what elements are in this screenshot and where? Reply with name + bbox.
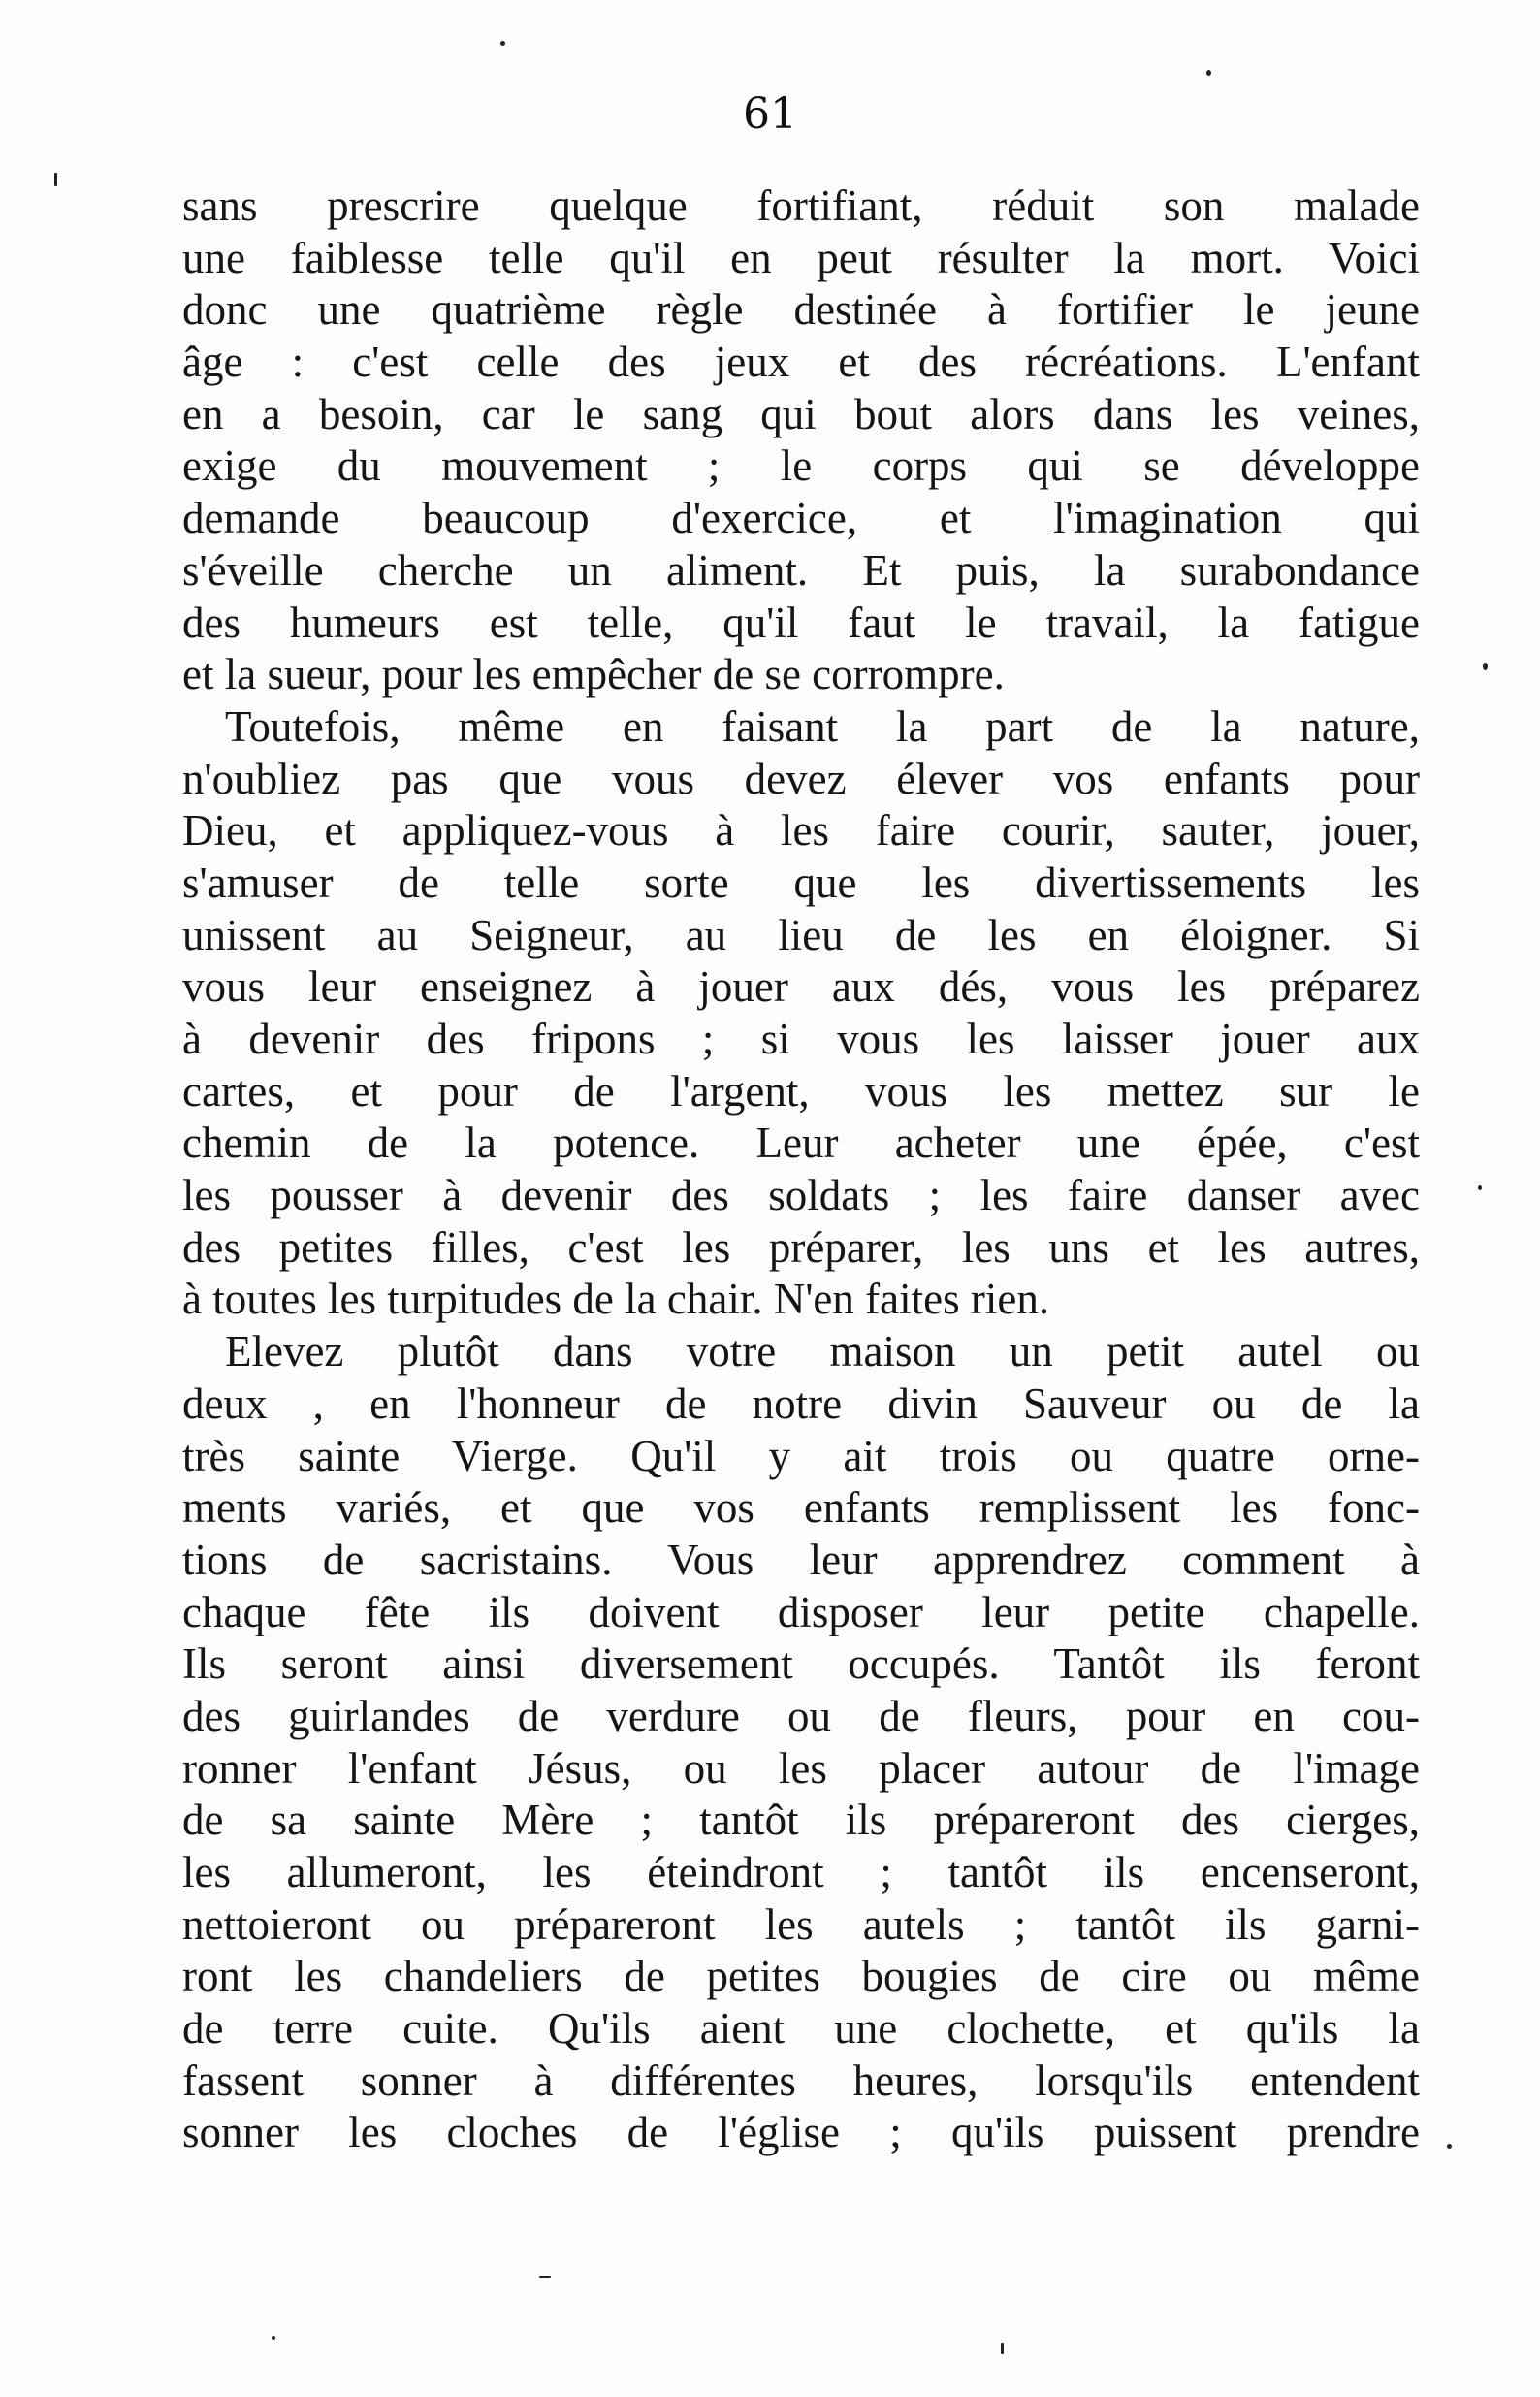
text-line: nettoieront ou prépareront les autels ; tantôt ils garni- — [182, 1899, 1420, 1949]
text-line: chemin de la potence. Leur acheter une épée, c'est — [182, 1118, 1420, 1168]
scan-speck — [539, 2276, 551, 2278]
text-line: à devenir des fripons ; si vous les laisser jouer aux — [182, 1015, 1420, 1063]
scan-speck — [272, 2336, 275, 2340]
body-text — [182, 180, 1420, 2159]
text-line: à toutes les turpitudes de la chair. N'en faites rien. — [182, 1275, 1050, 1324]
text-line: ments variés, et que vos enfants remplissent les fonc- — [182, 1483, 1420, 1533]
text-line: n'oubliez pas que vous devez élever vos enfants pour — [182, 754, 1420, 803]
text-line: donc une quatrième règle destinée à fortifier le jeune — [182, 285, 1420, 335]
text-line: Elevez plutôt dans votre maison un petit autel ou — [225, 1327, 1420, 1377]
text-line: sonner les cloches de l'église ; qu'ils puissent prendre — [182, 2108, 1420, 2157]
scan-speck — [54, 173, 57, 186]
page-number: 61 — [743, 89, 797, 139]
scan-speck — [1478, 1185, 1482, 1190]
text-line: de terre cuite. Qu'ils aient une clochette, et qu'ils la — [182, 2004, 1420, 2054]
scan-speck — [1206, 70, 1211, 76]
scan-speck — [1447, 2144, 1452, 2149]
text-line: âge : c'est celle des jeux et des récréations. L'enfant — [182, 338, 1420, 387]
scan-speck — [1001, 2343, 1004, 2354]
text-line: s'éveille cherche un aliment. Et puis, la surabondance — [182, 545, 1420, 595]
text-line: ronner l'enfant Jésus, ou les placer autour de l'image — [182, 1743, 1420, 1793]
text-line: exige du mouvement ; le corps qui se développe — [182, 441, 1420, 491]
text-line: Dieu, et appliquez-vous à les faire courir, sauter, jouer, — [182, 806, 1420, 856]
text-line: des guirlandes de verdure ou de fleurs, pour en cou- — [182, 1691, 1420, 1740]
text-line: s'amuser de telle sorte que les divertissements les — [182, 858, 1420, 907]
text-line: ront les chandeliers de petites bougies de cire ou même — [182, 1952, 1420, 2001]
text-line: des humeurs est telle, qu'il faut le travail, la fatigue — [182, 598, 1420, 647]
text-line: très sainte Vierge. Qu'il y ait trois ou quatre orne- — [182, 1431, 1420, 1480]
text-line: les pousser à devenir des soldats ; les faire danser avec — [182, 1171, 1420, 1220]
text-line: des petites filles, c'est les préparer, les uns et les autres, — [182, 1222, 1420, 1272]
text-line: deux , en l'honneur de notre divin Sauveur ou de la — [182, 1378, 1420, 1428]
text-line: les allumeront, les éteindront ; tantôt ils encenseront, — [182, 1848, 1420, 1896]
text-line: tions de sacristains. Vous leur apprendrez comment à — [182, 1535, 1420, 1584]
text-line: cartes, et pour de l'argent, vous les mettez sur le — [182, 1066, 1420, 1116]
text-line: vous leur enseignez à jouer aux dés, vous les préparez — [182, 962, 1420, 1012]
text-line: de sa sainte Mère ; tantôt ils prépareront des cierges, — [182, 1796, 1420, 1845]
text-line: en a besoin, car le sang qui bout alors dans les veines, — [182, 389, 1420, 438]
text-line: une faiblesse telle qu'il en peut résulter la mort. Voici — [182, 233, 1420, 282]
text-line: Ils seront ainsi diversement occupés. Tantôt ils feront — [182, 1639, 1420, 1689]
text-line: unissent au Seigneur, au lieu de les en éloigner. Si — [182, 910, 1420, 959]
text-line: chaque fête ils doivent disposer leur petite chapelle. — [182, 1587, 1420, 1636]
text-line: sans prescrire quelque fortifiant, réduit son malade — [182, 181, 1420, 230]
scan-speck — [500, 41, 505, 46]
text-line: fassent sonner à différentes heures, lorsqu'ils entendent — [182, 2056, 1420, 2105]
scan-speck — [1483, 663, 1488, 670]
text-line: demande beaucoup d'exercice, et l'imagination qui — [182, 494, 1420, 543]
text-line: et la sueur, pour les empêcher de se corrompre. — [182, 650, 1005, 699]
text-line: Toutefois, même en faisant la part de la nature, — [225, 701, 1420, 751]
